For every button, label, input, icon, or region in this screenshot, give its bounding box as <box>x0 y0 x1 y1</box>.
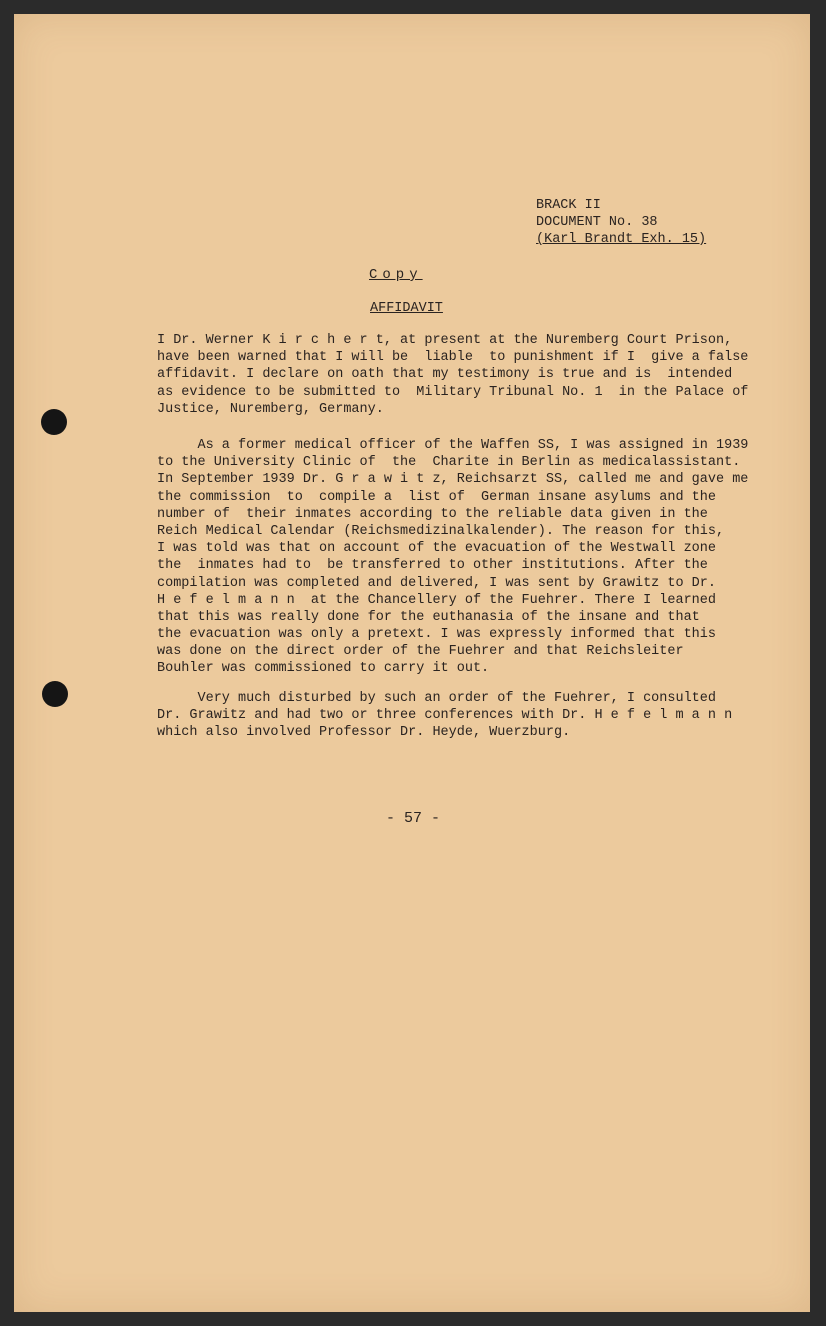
text-line: In September 1939 Dr. G r a w i t z, Reichsarzt SS, called me and gave me <box>157 472 749 488</box>
affidavit-title: AFFIDAVIT <box>370 301 443 316</box>
text-line: Reich Medical Calendar (Reichsmedizinalkalender). The reason for this, <box>157 523 725 539</box>
punch-hole-lower <box>42 681 68 707</box>
paragraph-consultation <box>157 690 767 742</box>
text-line: have been warned that I will be liable to punishment if I give a false <box>157 350 749 366</box>
paragraph-assignment <box>157 437 767 678</box>
punch-hole-upper <box>41 409 67 435</box>
text-line: number of their inmates according to the reliable data given in the <box>157 506 708 522</box>
text-line: the evacuation was only a pretext. I was expressly informed that this <box>157 627 716 643</box>
text-line: Dr. Grawitz and had two or three conferences with Dr. H e f e l m a n n <box>157 708 733 724</box>
text-line: H e f e l m a n n at the Chancellery of the Fuehrer. There I learned <box>157 592 716 608</box>
text-line: Justice, Nuremberg, Germany. <box>157 401 384 417</box>
text-line: that this was really done for the euthanasia of the insane and that <box>157 609 700 625</box>
text-line: compilation was completed and delivered, I was sent by Grawitz to Dr. <box>157 575 716 591</box>
copy-heading: Copy <box>369 267 423 283</box>
text-line: affidavit. I declare on oath that my testimony is true and is intended <box>157 367 733 383</box>
document-number: DOCUMENT No. 38 <box>536 215 658 230</box>
text-line: As a former medical officer of the Waffen SS, I was assigned in 1939 <box>157 438 749 453</box>
text-line: Very much disturbed by such an order of the Fuehrer, I consulted <box>157 691 716 706</box>
document-reference-block <box>536 197 706 248</box>
paragraph-declaration <box>157 332 767 418</box>
case-reference: BRACK II <box>536 198 601 213</box>
text-line: I was told was that on account of the evacuation of the Westwall zone <box>157 541 716 557</box>
text-line: Bouhler was commissioned to carry it out. <box>157 661 490 677</box>
exhibit-reference: (Karl Brandt Exh. 15) <box>536 232 707 247</box>
page-number: - 57 - <box>386 810 441 827</box>
text-line: the inmates had to be transferred to other institutions. After the <box>157 558 708 574</box>
text-line: to the University Clinic of the Charite in Berlin as medicalassistant. <box>157 455 741 471</box>
text-line: was done on the direct order of the Fuehrer and that Reichsleiter <box>157 644 684 660</box>
text-line: the commission to compile a list of German insane asylums and the <box>157 489 716 505</box>
text-line: I Dr. Werner K i r c h e r t, at present at the Nuremberg Court Prison, <box>157 333 733 348</box>
text-line: which also involved Professor Dr. Heyde, Wuerzburg. <box>157 725 571 741</box>
text-line: as evidence to be submitted to Military Tribunal No. 1 in the Palace of <box>157 384 749 400</box>
document-page <box>14 14 810 1312</box>
